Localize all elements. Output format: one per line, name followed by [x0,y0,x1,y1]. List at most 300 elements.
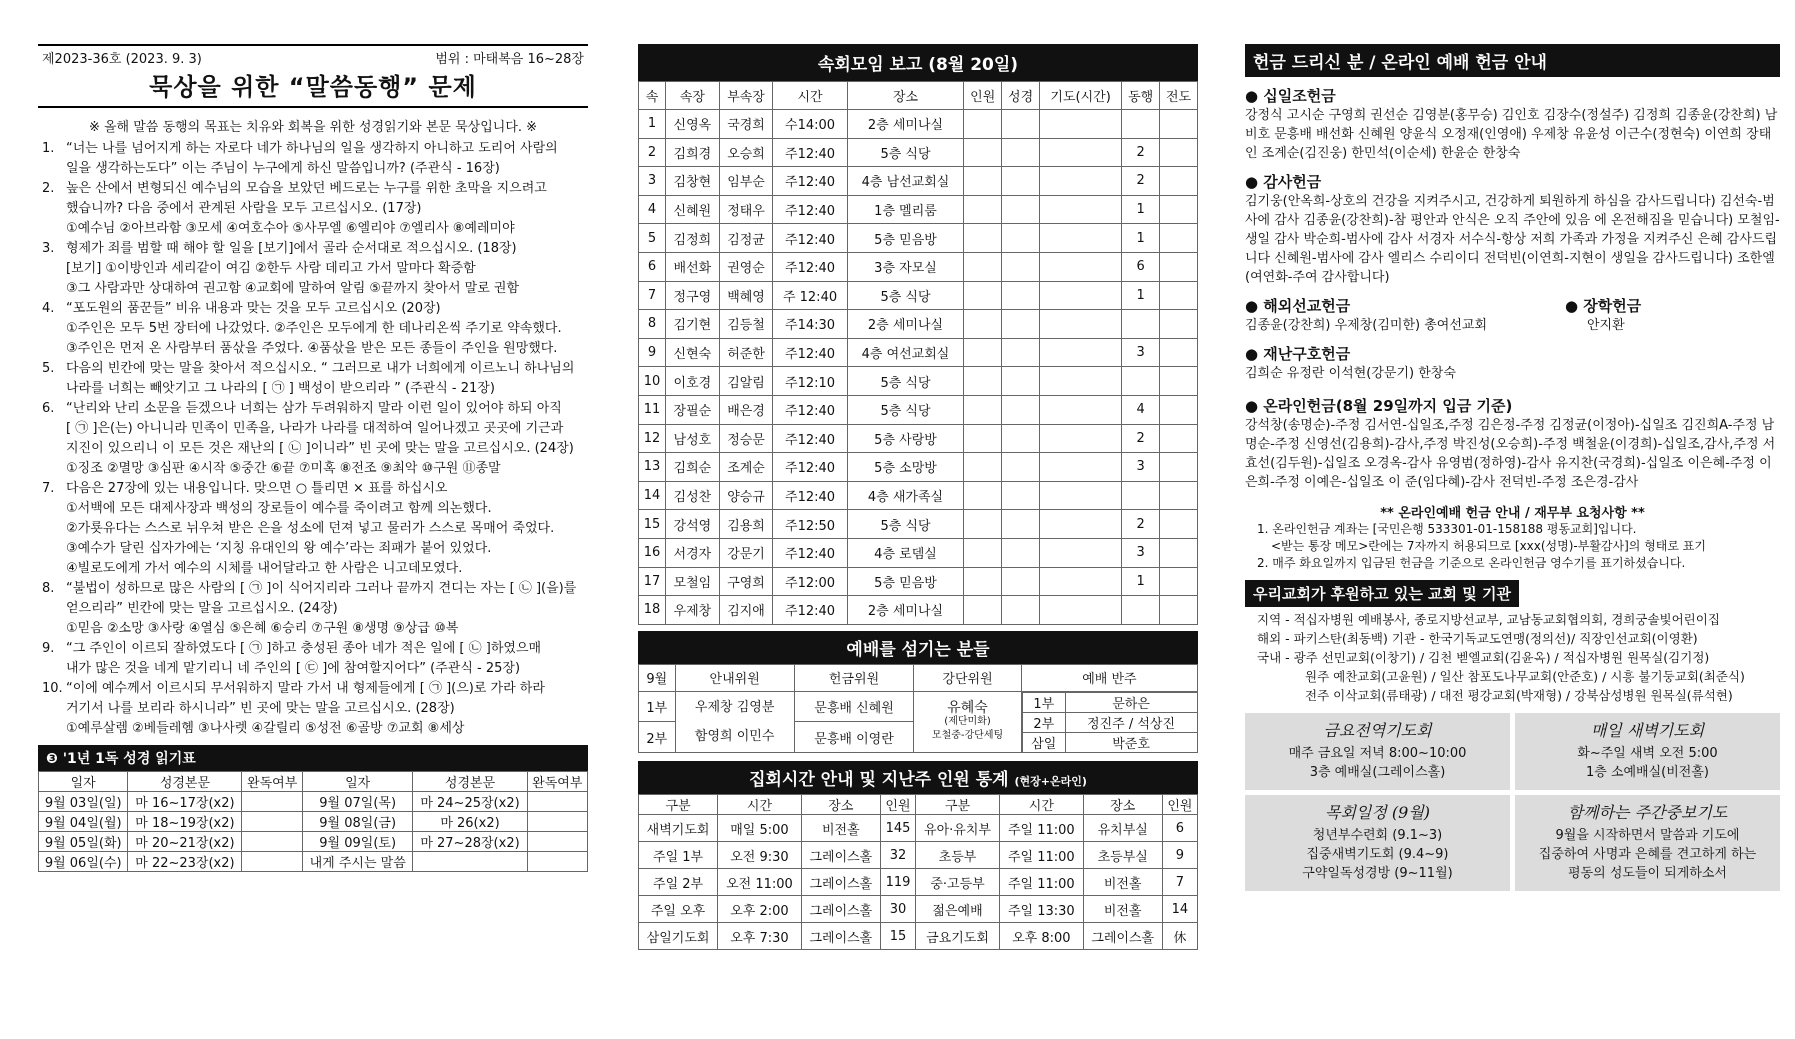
question-line [42,599,588,619]
bible-cell: 마 27~28장(x2) [413,832,527,852]
bible-cell: 9월 04일(월) [39,812,128,832]
question-item [42,639,588,679]
report-cell: 주12:40 [773,224,847,253]
report-cell [1122,110,1160,139]
bible-reading-table [38,771,588,872]
report-cell: 우제창 [666,596,720,625]
info-boxes [1245,713,1780,891]
report-cell: 주12:40 [773,167,847,196]
serve-header: 예배 반주 [1021,664,1197,691]
intercession-line: 9월을 시작하면서 말씀과 기도에 [1555,828,1740,843]
meeting-row [639,923,1198,950]
report-cell: 서경자 [666,538,720,567]
meeting-cell: 119 [880,869,915,896]
question-number: 5. [42,361,55,376]
report-cell [1040,281,1122,310]
friday-prayer-line: 3층 예배실(그레이스홀) [1309,765,1446,780]
report-cell [1002,167,1040,196]
bible-cell: 9월 08일(금) [302,812,413,832]
notice-item: 2. 매주 화요일까지 입금된 헌금을 기준으로 온라인헌금 영수기를 표기하셨습니다. [1257,556,1686,570]
meeting-cell: 145 [880,815,915,842]
report-cell: 5층 믿음방 [847,567,964,596]
question-line [42,179,588,199]
report-cell [964,224,1002,253]
report-cell: 주12:40 [773,395,847,424]
report-row [639,481,1198,510]
report-cell: 15 [639,510,666,539]
bible-row [39,812,588,832]
report-cell: 김정희 [666,224,720,253]
report-cell [1002,110,1040,139]
report-cell [1040,567,1122,596]
report-cell: 2 [639,138,666,167]
question-line [42,219,588,239]
report-cell [1002,252,1040,281]
question-text: 형제가 죄를 범할 때 해야 할 일을 [보기]에서 골라 순서대로 적으십시오. (18장) [66,241,517,256]
question-number [42,259,66,279]
bible-cell [527,812,587,832]
bible-header: 일자 [39,772,128,792]
question-line [42,299,588,319]
meeting-cell: 중·고등부 [916,869,1000,896]
report-cell: 김지애 [719,596,773,625]
report-cell [1160,281,1198,310]
report-cell: 5층 소망방 [847,453,964,482]
guide-committee: 우제창 김영분 함영희 이민수 [675,691,794,753]
report-cell [1002,481,1040,510]
report-cell [964,195,1002,224]
report-cell: 허준한 [719,338,773,367]
support-heading: 우리교회가 후원하고 있는 교회 및 기관 [1245,580,1519,607]
question-text: “난리와 난리 소문을 듣겠으나 너희는 삼가 두려워하지 말라 이런 일이 있어야 하되 아직 [66,401,562,416]
report-header: 속 [639,82,666,110]
question-item [42,399,588,479]
question-line [42,199,588,219]
report-cell [1122,596,1160,625]
dawn-prayer-line: 1층 소예배실(비전홀) [1585,765,1709,780]
question-number: 10. [42,681,63,696]
report-cell [1160,224,1198,253]
meeting-cell: 젊은예배 [916,896,1000,923]
serve-header: 헌금위원 [794,664,913,691]
meeting-cell: 오후 2:00 [718,896,802,923]
report-cell: 강문기 [719,538,773,567]
offering-column [1245,44,1780,891]
report-cell: 주 12:40 [773,281,847,310]
tithe-list: 강정식 고시순 구영희 권선순 김영분(홍무승) 김인호 김장수(정설주) 김정희 김종윤(강찬희) 남비호 문흥배 배선화 신혜원 양윤식 오정재(인영애) 우제창 유윤성 이근수(정현숙) 이연희 장태인 조계순(김진웅) 한민석(이순세) 한윤순 한창숙 [1245,108,1778,161]
question-number [42,419,66,439]
bible-cell [242,832,302,852]
scholarship-list: 안지환 [1587,318,1625,333]
question-line [42,559,588,579]
question-line [42,619,588,639]
mission-heading: ● 해외선교헌금 [1245,297,1351,315]
question-text: “불법이 성하므로 많은 사람의 [ ㉠ ]이 식어지리라 그러나 끝까지 견디는 자는 [ ㉡ ](을)를 [66,581,577,596]
support-item: 전주 이삭교회(류태광) / 대전 평강교회(박재형) / 강북삼성병원 원목실(류석현) [1305,688,1733,703]
question-number: 8. [42,581,55,596]
question-text: ①주인은 모두 5번 장터에 나갔었다. ②주인은 모두에게 한 데나리온씩 주기로 약속했다. [66,321,562,336]
report-cell: 6 [639,252,666,281]
meeting-cell: 오전 11:00 [718,869,802,896]
report-cell [1002,538,1040,567]
report-cell: 2 [1122,424,1160,453]
report-row [639,367,1198,396]
schedule-line: 구약일독성경방 (9~11월) [1302,866,1453,881]
online-list: 강석창(송명순)-주정 김서연-십일조,주정 김은정-주정 김정균(이정아)-십일조 김진희A-주정 남명순-주정 신영선(김용희)-감사,주정 박진성(오승희)-주정 백철윤(이경희)-십일조,감사,주정 서효선(김두원)-십일조 오경옥-감사 유영범(정하영)-감사 유지찬(국경희)-십일조 이은혜-주정 이은희-주정 이예은-십일조 이 준(임다혜)-감사 전덕빈-주정 조은경-감사 [1245,418,1776,490]
intercession-line: 집중하여 사명과 은혜를 견고하게 하는 [1538,847,1757,862]
report-cell [1002,567,1040,596]
question-text: 높은 산에서 변형되신 예수님의 모습을 보았던 베드로는 누구를 위한 초막을 지으려고 [66,181,547,196]
report-cell [1002,596,1040,625]
question-number [42,459,66,479]
meditation-header [38,44,588,108]
report-cell [964,424,1002,453]
report-cell: 주12:40 [773,138,847,167]
meeting-cell: 그레이스홀 [1083,923,1162,950]
report-row [639,395,1198,424]
question-text: ④빌로도에게 가서 예수의 시체를 내어달라고 한 사람은 니고데모였다. [66,561,463,576]
question-number [42,199,66,219]
report-cell [1002,195,1040,224]
question-number [42,619,66,639]
report-cell [964,395,1002,424]
question-number: 1. [42,141,55,156]
report-cell: 6 [1122,252,1160,281]
report-cell: 이호경 [666,367,720,396]
meeting-cell: 주일 1부 [639,842,718,869]
support-item: 국내 - 광주 선민교회(이창기) / 김천 벧엘교회(김윤옥) / 적십자병원 원목실(김기정) [1257,650,1710,665]
report-cell [1160,538,1198,567]
report-cell [1040,252,1122,281]
question-line [42,539,588,559]
report-header: 시간 [773,82,847,110]
report-cell: 국경희 [719,110,773,139]
support-item: 해외 - 파키스탄(최동백) 기관 - 한국기독교도연맹(정의선)/ 직장인선교회(이영환) [1257,631,1698,646]
report-cell [1040,310,1122,339]
meeting-cell: 비전홀 [1083,869,1162,896]
question-text: “포도원의 품꾼들” 비유 내용과 맞는 것을 모두 고르십시오 (20장) [66,301,441,316]
question-number: 6. [42,401,55,416]
report-cell: 1 [1122,567,1160,596]
serve-title: 예배를 섬기는 분들 [638,631,1198,664]
report-cell: 정태우 [719,195,773,224]
meditation-note: ※ 올해 말씀 동행의 목표는 치유와 회복을 위한 성경읽기와 본문 묵상입니다. ※ [88,120,538,135]
question-number: 7. [42,481,55,496]
issue-number: 제2023-36호 (2023. 9. 3) [42,52,202,67]
meeting-cell: 주일 11:00 [999,842,1083,869]
bible-cell: 9월 05일(화) [39,832,128,852]
report-cell: 남성호 [666,424,720,453]
bible-cell [242,792,302,812]
report-row [639,596,1198,625]
report-cell: 3 [639,167,666,196]
report-cell: 16 [639,538,666,567]
bible-cell [413,852,527,872]
report-cell: 주12:40 [773,596,847,625]
report-cell: 1 [1122,195,1160,224]
question-line [42,679,588,699]
question-line [42,279,588,299]
question-number [42,599,66,619]
report-cell [1160,596,1198,625]
bible-cell: 마 26(x2) [413,812,527,832]
report-cell: 3 [1122,338,1160,367]
meeting-cell: 그레이스홀 [801,869,880,896]
question-text: ①믿음 ②소망 ③사랑 ④열심 ⑤은혜 ⑥승리 ⑦구원 ⑧생명 ⑨상급 ⑩복 [66,621,459,636]
question-number [42,539,66,559]
meeting-cell: 비전홀 [1083,896,1162,923]
serve-table [638,664,1198,754]
meeting-header: 장소 [1083,795,1162,815]
bible-cell: 마 18~19장(x2) [128,812,242,832]
report-cell [1160,567,1198,596]
report-cell [1002,310,1040,339]
report-cell [1040,453,1122,482]
report-cell [1040,367,1122,396]
meditation-column [38,44,588,872]
question-text: ②가룟유다는 스스로 뉘우쳐 받은 은을 성소에 던져 넣고 물러가 스스로 목매어 죽었다. [66,521,555,536]
question-line [42,499,588,519]
report-cell [1040,195,1122,224]
report-cell: 수14:00 [773,110,847,139]
question-line [42,379,588,399]
question-number [42,559,66,579]
report-row [639,453,1198,482]
question-item [42,299,588,359]
altar-note-2: 모철중-강단세팅 [931,729,1004,741]
report-header: 부속장 [719,82,773,110]
report-cell: 5층 믿음방 [847,224,964,253]
mission-list: 김종윤(강찬희) 우제창(김미한) 총여선교회 [1245,318,1488,333]
report-cell [1122,481,1160,510]
report-cell [964,138,1002,167]
report-cell: 장필순 [666,395,720,424]
report-cell [1040,167,1122,196]
intercession-title: 함께하는 주간중보기도 [1567,803,1728,822]
question-text: 일을 생각하는도다” 이는 주님이 누구에게 하신 말씀입니까? (주관식 - 16장) [66,161,500,176]
report-row [639,195,1198,224]
report-cell: 주12:00 [773,567,847,596]
report-cell: 4 [639,195,666,224]
report-cell [1040,224,1122,253]
support-list [1245,610,1780,705]
question-line [42,439,588,459]
report-cell: 5층 식당 [847,281,964,310]
meeting-header: 인원 [1162,795,1197,815]
report-cell [1040,510,1122,539]
question-line [42,579,588,599]
meeting-cell: 그레이스홀 [801,896,880,923]
report-cell [1002,424,1040,453]
question-number [42,279,66,299]
meeting-cell: 14 [1162,896,1197,923]
meeting-header: 장소 [801,795,880,815]
report-cell [1160,195,1198,224]
meeting-cell: 주일 13:30 [999,896,1083,923]
question-line [42,159,588,179]
question-line [42,399,588,419]
report-cell: 4층 새가족실 [847,481,964,510]
report-cell: 임부순 [719,167,773,196]
report-cell [964,367,1002,396]
report-cell [1040,338,1122,367]
dawn-prayer-title: 매일 새벽기도회 [1590,721,1705,740]
report-cell [964,567,1002,596]
question-list [38,139,588,739]
meeting-cell: 주일 11:00 [999,815,1083,842]
report-cell: 1 [1122,281,1160,310]
report-cell [1122,367,1160,396]
report-cell [964,167,1002,196]
report-cell: 오승희 [719,138,773,167]
report-cell [1160,453,1198,482]
report-cell [1160,167,1198,196]
altar-name: 유혜숙 [947,699,988,716]
bible-cell: 마 16~17장(x2) [128,792,242,812]
report-cell: 7 [639,281,666,310]
schedule-title: 목회일정 (9월) [1324,803,1431,822]
question-text: “그 주인이 이르되 잘하였도다 [ ㉠ ]하고 충성된 종아 네가 적은 일에 [ ㉡ ]하였으매 [66,641,542,656]
bible-cell: 마 22~23장(x2) [128,852,242,872]
acc-name: 박준호 [1065,732,1197,752]
serve-header: 9월 [639,664,676,691]
report-cell: 양승규 [719,481,773,510]
report-cell: 17 [639,567,666,596]
report-cell [1002,453,1040,482]
bible-cell: 9월 09일(토) [302,832,413,852]
report-cell [964,481,1002,510]
acc-label: 2부 [1022,712,1065,732]
meeting-cell: 15 [880,923,915,950]
bible-header: 성경본문 [413,772,527,792]
report-cell: 3 [1122,453,1160,482]
meeting-cell: 오전 9:30 [718,842,802,869]
report-cell: 김용희 [719,510,773,539]
meeting-cell: 그레이스홀 [801,842,880,869]
meeting-subtitle: (현장+온라인) [1014,775,1087,789]
meeting-cell: 오후 7:30 [718,923,802,950]
meeting-cell: 새벽기도회 [639,815,718,842]
bible-cell [242,812,302,832]
report-cell: 김정균 [719,224,773,253]
report-cell: 주12:40 [773,338,847,367]
friday-prayer-title: 금요전역기도회 [1323,721,1432,740]
report-cell: 신현숙 [666,338,720,367]
question-text: ①서백에 모든 대제사장과 백성의 장로들이 예수를 죽이려고 함께 의논했다. [66,501,492,516]
report-cell: 14 [639,481,666,510]
dawn-prayer-box [1515,713,1780,790]
report-cell: 주12:40 [773,481,847,510]
report-cell: 김창현 [666,167,720,196]
report-cell: 1층 멜리룸 [847,195,964,224]
question-line [42,479,588,499]
question-number [42,159,66,179]
report-cell: 김희순 [666,453,720,482]
report-cell: 주12:40 [773,424,847,453]
serve-header: 강단위원 [914,664,1022,691]
question-line [42,659,588,679]
report-cell: 주12:40 [773,195,847,224]
report-cell [1160,138,1198,167]
question-number [42,339,66,359]
meeting-cell: 9 [1162,842,1197,869]
question-line [42,699,588,719]
question-text: ③주인은 먼저 온 사람부터 품삯을 주었다. ④품삯을 받은 모든 종들이 주인을 원망했다. [66,341,558,356]
question-text: 지진이 있으리니 이 모든 것은 재난의 [ ㉡ ]이니라” 빈 곳에 맞는 말을 고르십시오. (24장) [66,441,574,456]
report-cell [1040,395,1122,424]
report-cell [1122,310,1160,339]
question-text: “이에 예수께서 이르시되 무서워하지 말라 가서 내 형제들에게 [ ㉠ ](으)로 가라 하라 [66,681,545,696]
report-cell: 13 [639,453,666,482]
intercession-line: 평동의 성도들이 되게하소서 [1568,866,1727,881]
thanks-heading: ● 감사헌금 [1245,173,1322,191]
meeting-row [639,896,1198,923]
report-cell [964,596,1002,625]
report-cell: 5층 식당 [847,395,964,424]
meeting-header: 구분 [639,795,718,815]
offering-committee-2: 문흥배 이영란 [794,722,913,753]
report-cell [1002,138,1040,167]
report-cell: 주12:40 [773,538,847,567]
report-row [639,224,1198,253]
report-row [639,167,1198,196]
report-cell: 정구영 [666,281,720,310]
meeting-cell: 초등부실 [1083,842,1162,869]
report-cell: 3층 자모실 [847,252,964,281]
bible-cell: 마 24~25장(x2) [413,792,527,812]
bible-cell [527,852,587,872]
report-cell [964,538,1002,567]
question-text: “너는 나를 넘어지게 하는 자로다 네가 하나님의 일을 생각하지 아니하고 도리어 사람의 [66,141,558,156]
report-cell: 김등철 [719,310,773,339]
bible-cell: 마 20~21장(x2) [128,832,242,852]
question-number [42,219,66,239]
question-number: 4. [42,301,55,316]
dawn-prayer-line: 화~주일 새벽 오전 5:00 [1577,746,1718,761]
question-number [42,719,66,739]
thanks-list: 김기웅(안옥희-상호의 건강을 지켜주시고, 건강하게 퇴원하게 하심을 감사드립니다) 김선숙-범사에 감사 김종윤(강찬희)-참 평안과 안식은 오직 주안에 있음 에 온전해짐을 믿습니다) 모철임-생일 감사 박순희-범사에 감사 서경자 서수식-항상 저희 가족과 가정을 지켜주신 은혜 감사드립니다 신혜원-범사에 감사 엘리스 수리이디 전덕빈(이연희-지현이 생일을 감사드립니다) 조한엘(여연화-주여 감사합니다) [1245,194,1780,285]
meeting-cell: 매일 5:00 [718,815,802,842]
report-row [639,567,1198,596]
acc-name: 정진주 / 석상진 [1065,712,1197,732]
meeting-cell: 그레이스홀 [801,923,880,950]
acc-label: 삼일 [1022,732,1065,752]
meeting-header: 구분 [916,795,1000,815]
bible-cell [527,832,587,852]
question-number: 9. [42,641,55,656]
report-cell: 김희경 [666,138,720,167]
question-line [42,359,588,379]
question-item [42,679,588,739]
report-cell: 주12:40 [773,252,847,281]
question-line [42,719,588,739]
report-header: 인원 [964,82,1002,110]
report-cell [964,310,1002,339]
report-cell [1002,281,1040,310]
report-cell [1160,338,1198,367]
report-cell: 18 [639,596,666,625]
meeting-cell: 비전홀 [801,815,880,842]
question-number [42,439,66,459]
report-cell: 4층 여선교회실 [847,338,964,367]
question-text: 얻으리라” 빈칸에 맞는 말을 고르십시오. (24장) [66,601,338,616]
question-text: ①징조 ②멸망 ③심판 ④시작 ⑤중간 ⑥끝 ⑦미혹 ⑧전조 ⑨최악 ⑩구원 ⑪종말 [66,461,501,476]
report-cell: 12 [639,424,666,453]
report-row [639,310,1198,339]
question-text: ③그 사람과만 상대하여 권고함 ④교회에 말하여 알림 ⑤끝까지 찾아서 말로 권함 [66,281,520,296]
report-cell: 2층 세미나실 [847,596,964,625]
meeting-cell: 주일 2부 [639,869,718,896]
